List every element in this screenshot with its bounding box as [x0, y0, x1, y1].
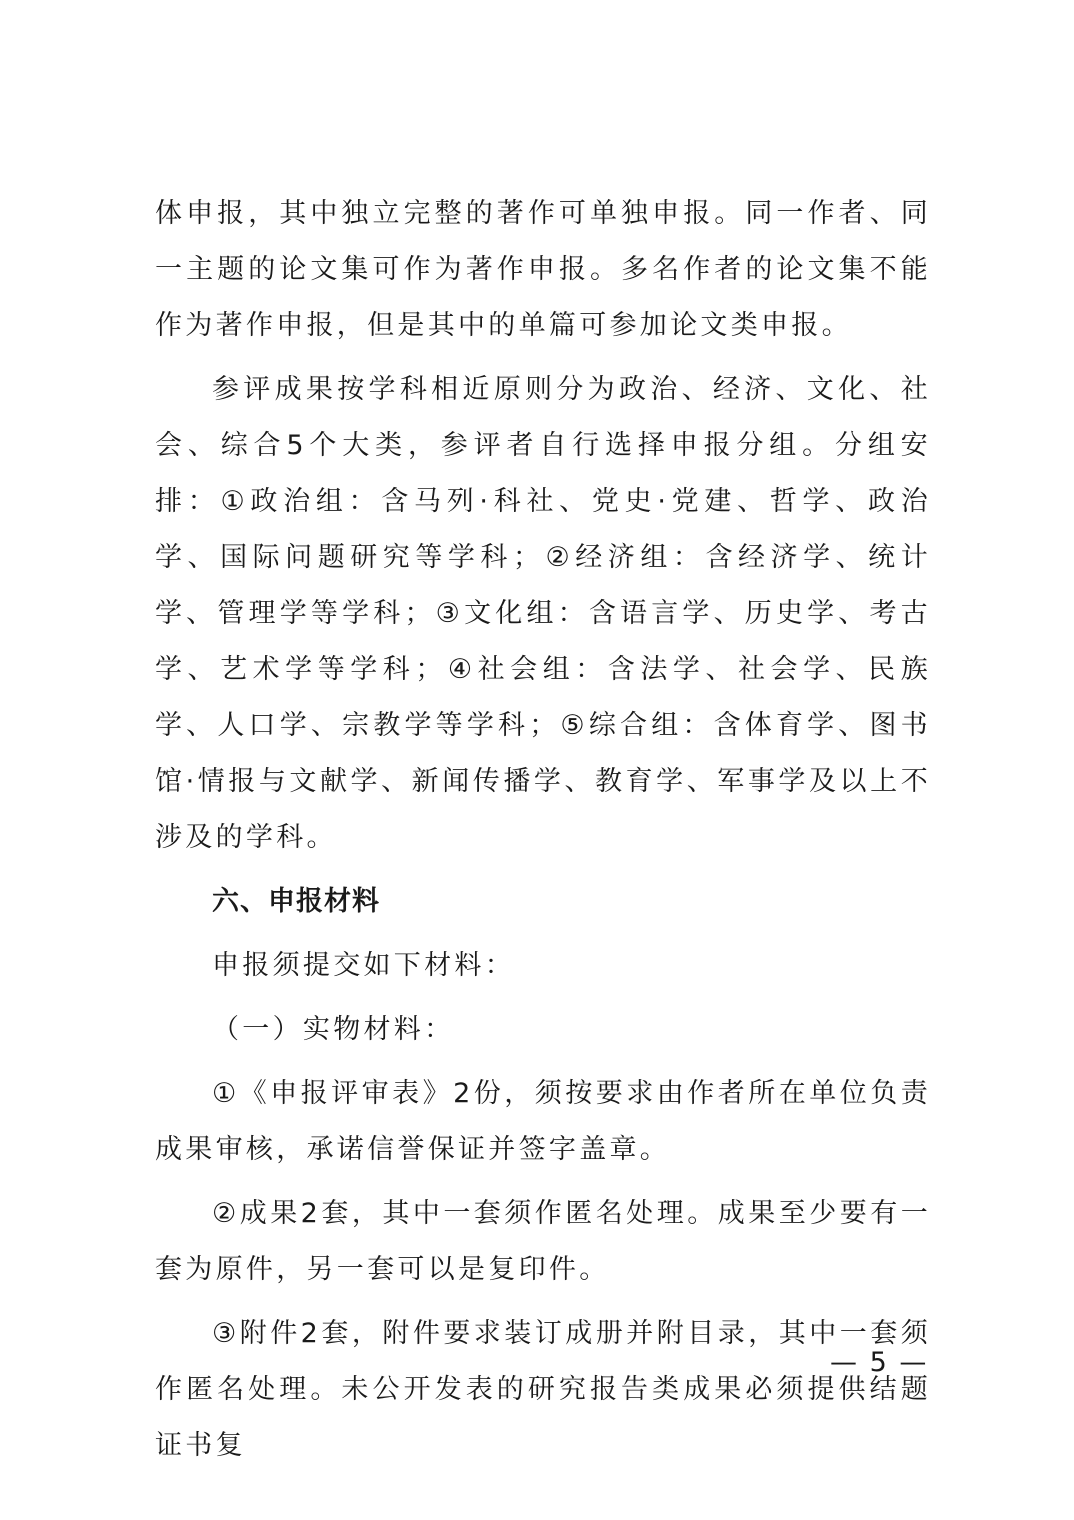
list-item-form: ①《申报评审表》2份，须按要求由作者所在单位负责成果审核，承诺信誉保证并签字盖章。: [155, 1078, 931, 1165]
page-number: — 5 —: [830, 1347, 929, 1378]
page-body: [155, 186, 931, 1482]
subsection-heading: （一）实物材料：: [212, 1014, 455, 1045]
section-heading: 六、申报材料: [212, 886, 380, 917]
paragraph-intro: 申报须提交如下材料：: [212, 950, 515, 981]
list-item-results: ②成果2套，其中一套须作匿名处理。成果至少要有一套为原件，另一套可以是复印件。: [155, 1198, 931, 1285]
paragraph-continuation: 体申报，其中独立完整的著作可单独申报。同一作者、同一主题的论文集可作为著作申报。多名作者的论文集不能作为著作申报，但是其中的单篇可参加论文类申报。: [155, 198, 931, 341]
paragraph-categories: 参评成果按学科相近原则分为政治、经济、文化、社会、综合5个大类，参评者自行选择申报分组。分组安排：①政治组：含马列·科社、党史·党建、哲学、政治学、国际问题研究等学科；②经济组：含经济学、统计学、管理学等学科；③文化组：含语言学、历史学、考古学、艺术学等学科；④社会组：含法学、社会学、民族学、人口学、宗教学等学科；⑤综合组：含体育学、图书馆·情报与文献学、新闻传播学、教育学、军事学及以上不涉及的学科。: [155, 374, 931, 853]
list-item-attachments: ③附件2套，附件要求装订成册并附目录，其中一套须作匿名处理。未公开发表的研究报告类成果必须提供结题证书复: [155, 1318, 931, 1461]
